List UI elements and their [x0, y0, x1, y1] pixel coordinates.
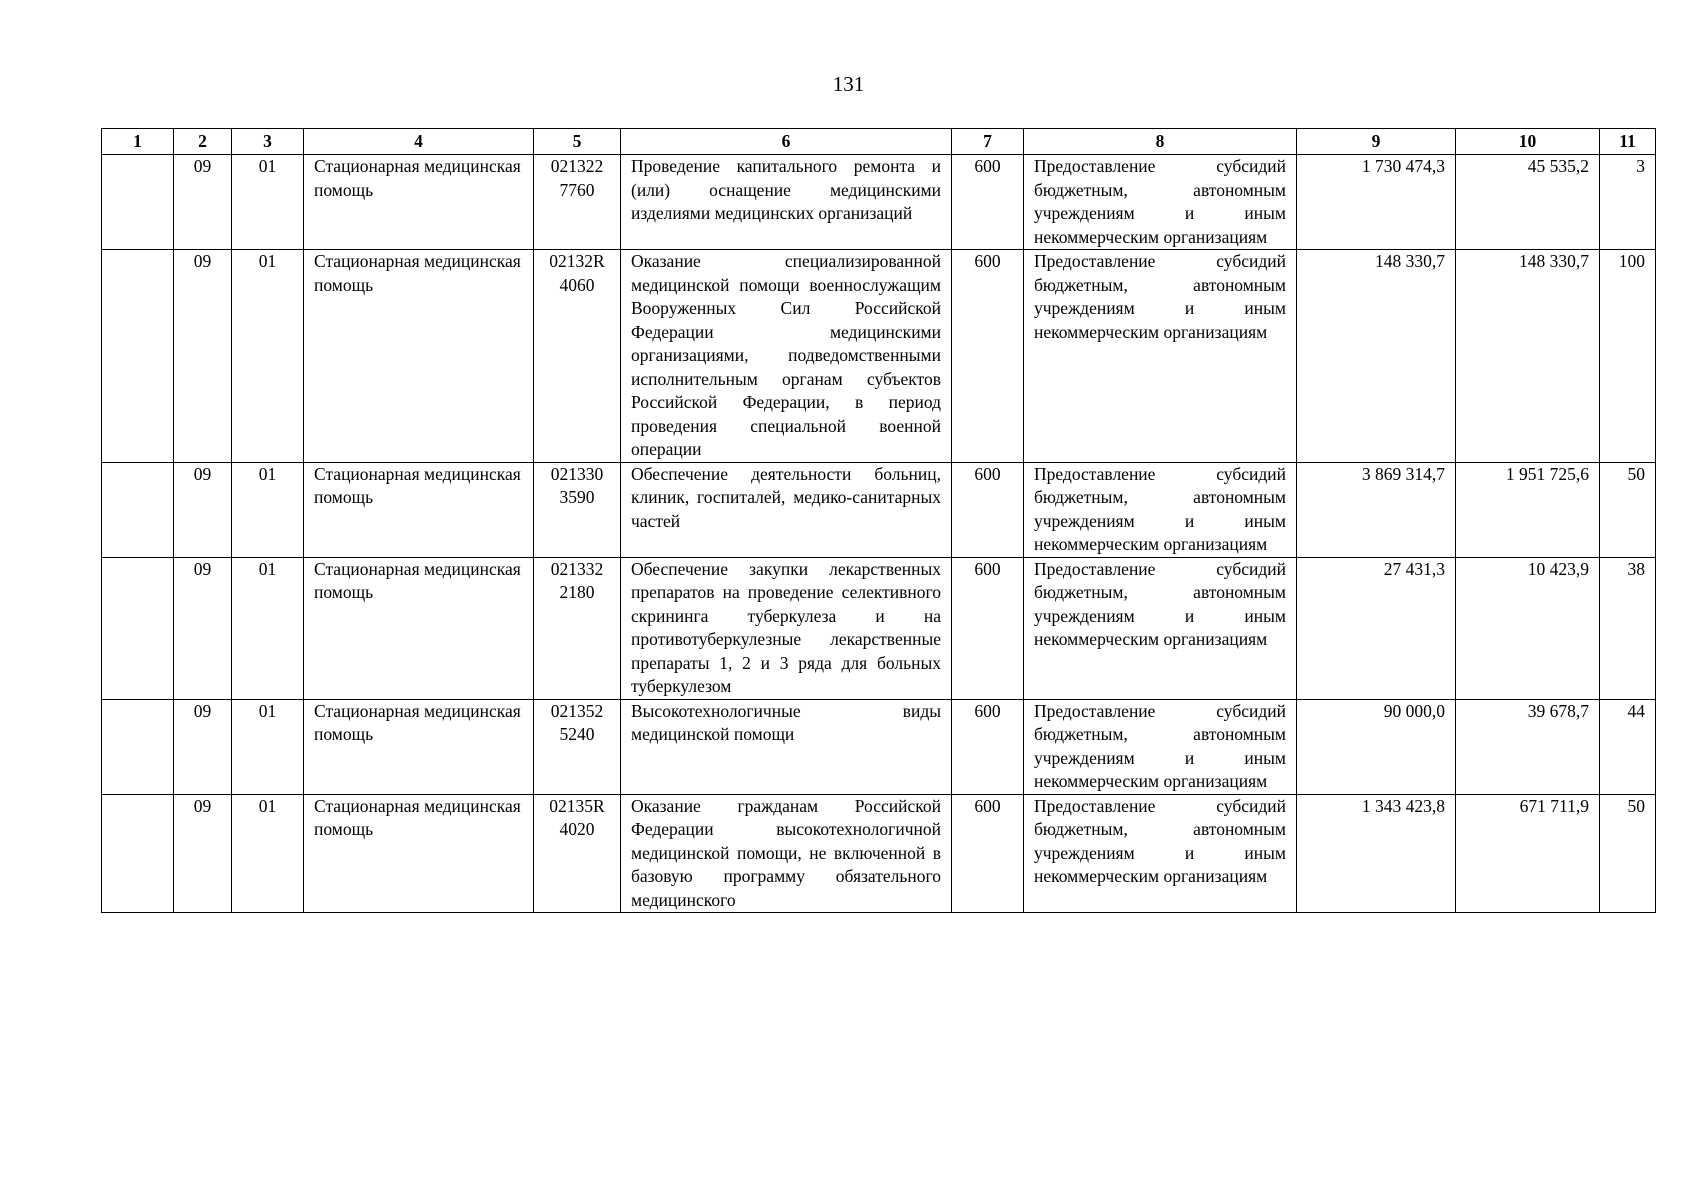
cell-expense-name: Предоставление субсидий бюджетным, автономным учреждениям и иным некоммерческим организациям [1024, 557, 1297, 699]
cell-executed: 1 951 725,6 [1456, 462, 1600, 557]
cell-target-code: 021322 7760 [534, 155, 621, 250]
cell-index [102, 794, 174, 913]
cell-executed: 148 330,7 [1456, 250, 1600, 463]
cell-expense-name: Предоставление субсидий бюджетным, автономным учреждениям и иным некоммерческим организациям [1024, 155, 1297, 250]
cell-section-name: Стационарная медицинская помощь [304, 794, 534, 913]
cell-index [102, 699, 174, 794]
cell-subsection: 01 [232, 462, 304, 557]
cell-expense-type: 600 [952, 155, 1024, 250]
table-row [102, 250, 1656, 463]
cell-target-code: 021330 3590 [534, 462, 621, 557]
cell-executed: 39 678,7 [1456, 699, 1600, 794]
cell-percent: 50 [1600, 462, 1656, 557]
cell-subsection: 01 [232, 155, 304, 250]
cell-section-name: Стационарная медицинская помощь [304, 250, 534, 463]
table-row [102, 462, 1656, 557]
cell-section-name: Стационарная медицинская помощь [304, 155, 534, 250]
cell-section: 09 [174, 699, 232, 794]
cell-description: Оказание гражданам Российской Федерации высокотехнологичной медицинской помощи, не включенной в базовую программу обязательного медицинского [621, 794, 952, 913]
cell-expense-name: Предоставление субсидий бюджетным, автономным учреждениям и иным некоммерческим организациям [1024, 250, 1297, 463]
cell-target-code: 02132R 4060 [534, 250, 621, 463]
header-cell-2: 2 [174, 129, 232, 155]
table-row [102, 794, 1656, 913]
header-cell-4: 4 [304, 129, 534, 155]
cell-description: Оказание специализированной медицинской помощи военнослужащим Вооруженных Сил Российской Федерации медицинскими организациями, подведомственными исполнительным органам субъектов Российской Федерации, в период проведения специальной военной операции [621, 250, 952, 463]
cell-percent: 50 [1600, 794, 1656, 913]
header-cell-10: 10 [1456, 129, 1600, 155]
cell-subsection: 01 [232, 557, 304, 699]
cell-planned: 90 000,0 [1297, 699, 1456, 794]
cell-percent: 100 [1600, 250, 1656, 463]
cell-subsection: 01 [232, 699, 304, 794]
header-cell-1: 1 [102, 129, 174, 155]
cell-percent: 3 [1600, 155, 1656, 250]
cell-expense-type: 600 [952, 462, 1024, 557]
header-cell-8: 8 [1024, 129, 1297, 155]
table-row [102, 699, 1656, 794]
header-cell-11: 11 [1600, 129, 1656, 155]
cell-planned: 148 330,7 [1297, 250, 1456, 463]
cell-section: 09 [174, 557, 232, 699]
cell-expense-type: 600 [952, 794, 1024, 913]
header-cell-3: 3 [232, 129, 304, 155]
cell-index [102, 250, 174, 463]
cell-expense-name: Предоставление субсидий бюджетным, автономным учреждениям и иным некоммерческим организациям [1024, 699, 1297, 794]
budget-table [101, 128, 1656, 913]
cell-executed: 45 535,2 [1456, 155, 1600, 250]
cell-description: Обеспечение деятельности больниц, клиник, госпиталей, медико-санитарных частей [621, 462, 952, 557]
header-cell-7: 7 [952, 129, 1024, 155]
cell-percent: 38 [1600, 557, 1656, 699]
cell-description: Высокотехнологичные виды медицинской помощи [621, 699, 952, 794]
cell-target-code: 02135R 4020 [534, 794, 621, 913]
header-cell-5: 5 [534, 129, 621, 155]
cell-expense-type: 600 [952, 250, 1024, 463]
cell-expense-name: Предоставление субсидий бюджетным, автономным учреждениям и иным некоммерческим организациям [1024, 794, 1297, 913]
cell-subsection: 01 [232, 794, 304, 913]
cell-planned: 3 869 314,7 [1297, 462, 1456, 557]
cell-index [102, 155, 174, 250]
table-row [102, 557, 1656, 699]
cell-planned: 1 343 423,8 [1297, 794, 1456, 913]
header-cell-6: 6 [621, 129, 952, 155]
page-number: 131 [832, 72, 865, 96]
header-row [102, 129, 1656, 155]
cell-subsection: 01 [232, 250, 304, 463]
cell-target-code: 021352 5240 [534, 699, 621, 794]
cell-index [102, 557, 174, 699]
table-row [102, 155, 1656, 250]
cell-section-name: Стационарная медицинская помощь [304, 557, 534, 699]
cell-expense-name: Предоставление субсидий бюджетным, автономным учреждениям и иным некоммерческим организациям [1024, 462, 1297, 557]
cell-section: 09 [174, 155, 232, 250]
cell-description: Проведение капитального ремонта и (или) оснащение медицинскими изделиями медицинских организаций [621, 155, 952, 250]
cell-description: Обеспечение закупки лекарственных препаратов на проведение селективного скрининга туберкулеза и на противотуберкулезные лекарственные препараты 1, 2 и 3 ряда для больных туберкулезом [621, 557, 952, 699]
cell-executed: 10 423,9 [1456, 557, 1600, 699]
cell-section: 09 [174, 794, 232, 913]
cell-section-name: Стационарная медицинская помощь [304, 699, 534, 794]
header-cell-9: 9 [1297, 129, 1456, 155]
cell-section: 09 [174, 462, 232, 557]
cell-expense-type: 600 [952, 699, 1024, 794]
cell-planned: 27 431,3 [1297, 557, 1456, 699]
cell-target-code: 021332 2180 [534, 557, 621, 699]
cell-section-name: Стационарная медицинская помощь [304, 462, 534, 557]
cell-section: 09 [174, 250, 232, 463]
cell-executed: 671 711,9 [1456, 794, 1600, 913]
cell-planned: 1 730 474,3 [1297, 155, 1456, 250]
cell-index [102, 462, 174, 557]
cell-expense-type: 600 [952, 557, 1024, 699]
cell-percent: 44 [1600, 699, 1656, 794]
